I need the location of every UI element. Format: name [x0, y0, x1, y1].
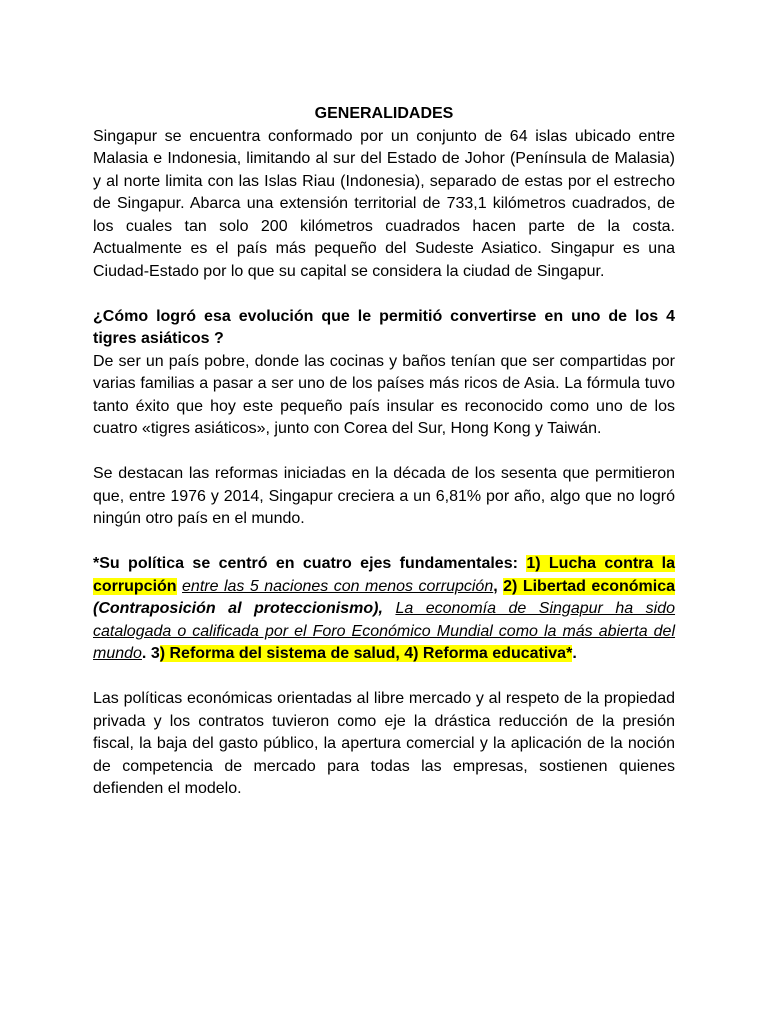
- page-title: GENERALIDADES: [314, 105, 454, 122]
- market-paragraph: Las políticas económicas orientadas al libre mercado y al respeto de la propiedad privada y los contratos tuvieron como eje la drástica reducción de la presión fiscal, la baja del gasto público, la apertura comercial y la aplicación de la noción de competencia de mercado para todas las empresas, sostienen quienes defienden el modelo.: [93, 690, 675, 797]
- intro-paragraph: Singapur se encuentra conformado por un conjunto de 64 islas ubicado entre Malasia e Indonesia, limitando al sur del Estado de Johor (Península de Malasia) y al norte limita con las Islas Riau (Indonesia), separado de estas por el estrecho de Singapur. Abarca una extensión territorial de 733,1 kilómetros cuadrados, de los cuales tan solo 200 kilómetros cuadrados hacen parte de la costa. Actualmente es el país más pequeño del Sudeste Asiatico. Singapur es una Ciudad-Estado por lo que su capital se considera la ciudad de Singapur.: [93, 127, 675, 280]
- highlight-corruption: 1) Lucha contra la corrupción: [93, 555, 676, 595]
- policy-separator-2: . 3: [141, 645, 160, 662]
- policy-lead: *Su política se centró en cuatro ejes fundamentales:: [93, 555, 527, 572]
- underlined-economy-note: La economía de Singapur ha sido catalogada o calificada por el Foro Económico Mundial como la más abierta del mundo: [93, 600, 676, 662]
- paragraph-gap: [93, 441, 675, 464]
- highlight-economic-freedom: 2) Libertad económica: [503, 577, 676, 595]
- policy-paragraph: [93, 553, 675, 666]
- question-heading: ¿Cómo logró esa evolución que le permitió convertirse en uno de los 4 tigres asiáticos ?: [93, 307, 675, 347]
- policy-separator: ,: [493, 577, 504, 595]
- reforms-paragraph: Se destacan las reformas iniciadas en la década de los sesenta que permitieron que, entre 1976 y 2014, Singapur creciera a un 6,81% por año, algo que no logró ningún otro país en el mundo.: [93, 465, 675, 527]
- highlight-health-education: ) Reforma del sistema de salud, 4) Reforma educativa*: [159, 645, 573, 662]
- evolution-paragraph: De ser un país pobre, donde las cocinas y baños tenían que ser compartidas por varias familias a pasar a ser uno de los países más ricos de Asia. La fórmula tuvo tanto éxito que hoy este pequeño país insular es reconocido como uno de los cuatro «tigres asiáticos», junto con Corea del Sur, Hong Kong y Taiwán.: [93, 352, 675, 437]
- paragraph-gap: [93, 666, 675, 689]
- paragraph-gap: [93, 531, 675, 554]
- policy-end: .: [572, 645, 577, 662]
- underlined-corruption-note: entre las 5 naciones con menos corrupción: [182, 577, 494, 595]
- paragraph-gap: [93, 283, 675, 306]
- protectionism-note: (Contraposición al proteccionismo),: [93, 600, 396, 617]
- document-page: [93, 103, 675, 801]
